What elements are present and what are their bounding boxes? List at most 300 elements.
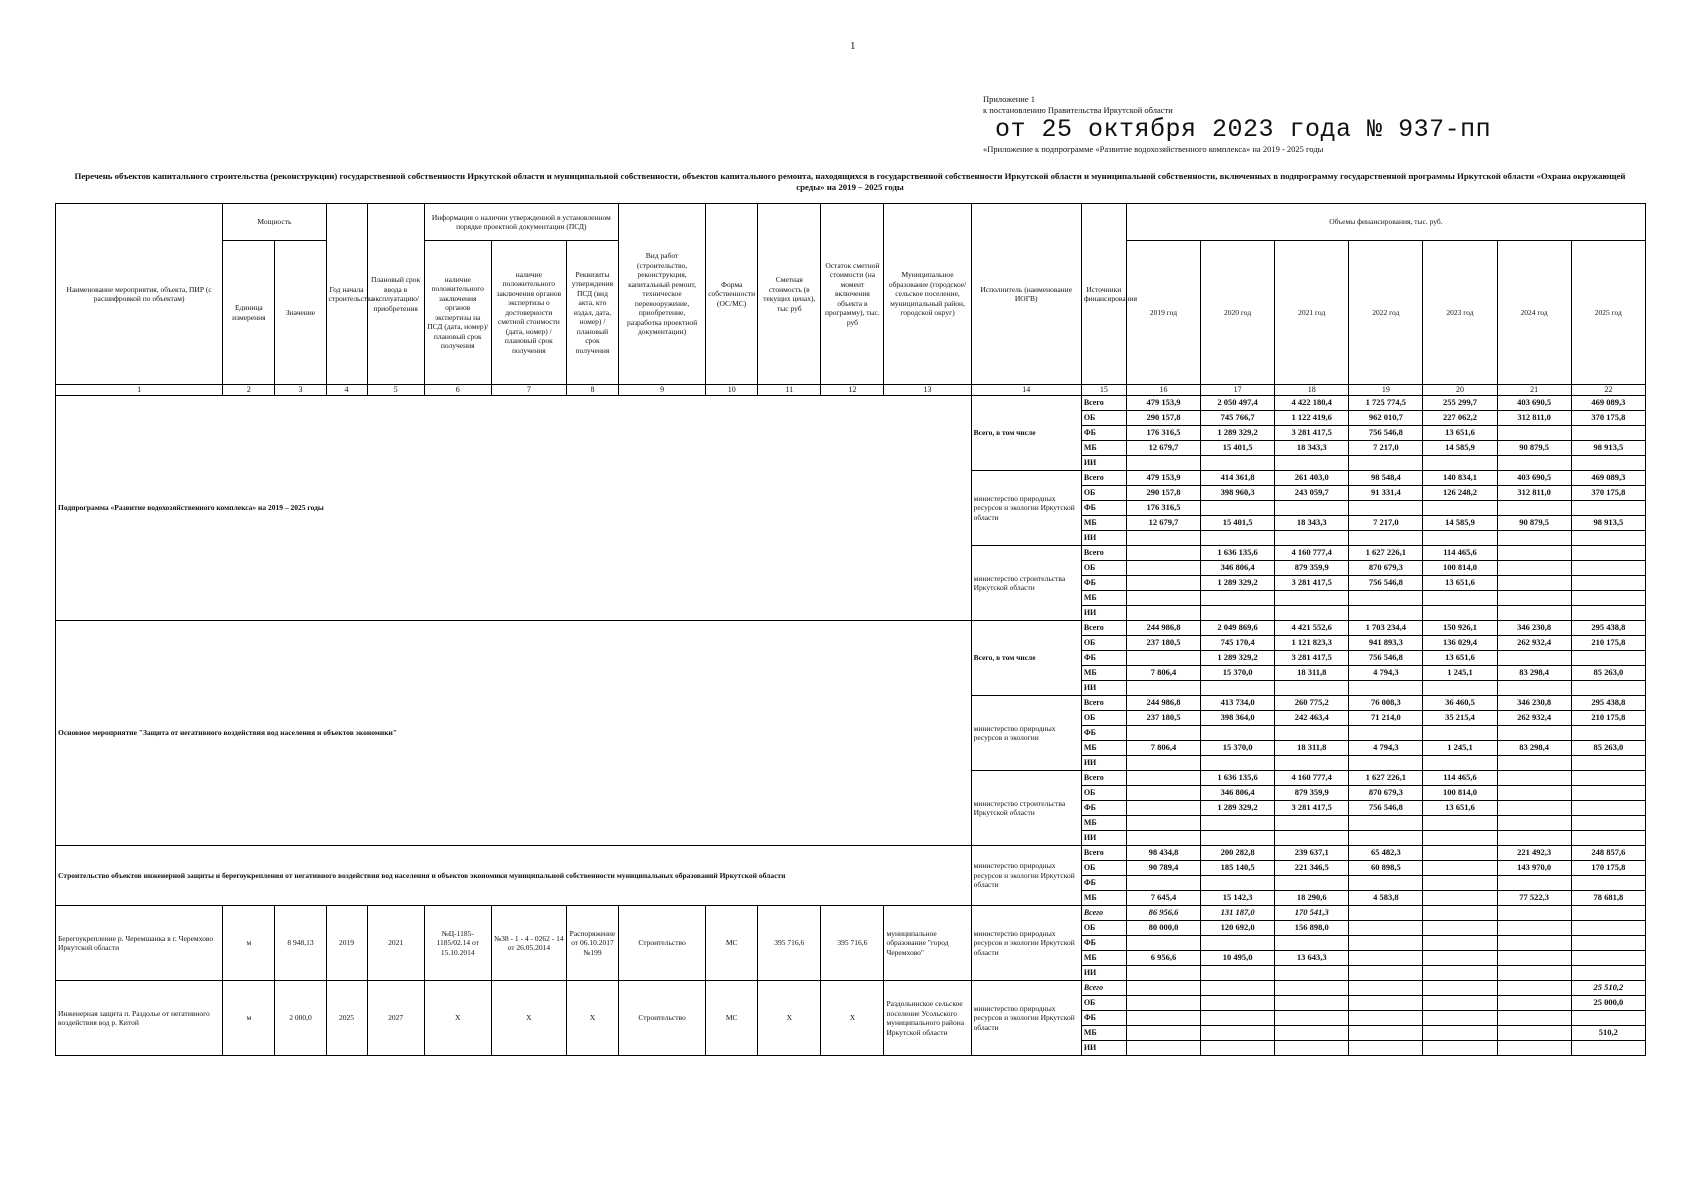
funding-value [1126,651,1200,666]
funding-value: 479 153,9 [1126,471,1200,486]
funding-value [1497,651,1571,666]
funding-value: 114 465,6 [1423,771,1497,786]
funding-value [1126,966,1200,981]
header-start-year: Год начала строительства [326,204,367,385]
funding-value [1423,456,1497,471]
header-year: 2025 год [1571,241,1645,385]
funding-value: 756 546,8 [1349,426,1423,441]
source-cell: МБ [1081,816,1126,831]
funding-value: 870 679,3 [1349,786,1423,801]
funding-value [1497,831,1571,846]
funding-value: 469 089,3 [1571,471,1645,486]
funding-value: 370 175,8 [1571,486,1645,501]
object-cost: 395 716,6 [758,906,821,981]
source-cell: Всего [1081,471,1126,486]
funding-value: 290 157,8 [1126,411,1200,426]
funding-value [1349,1026,1423,1041]
funding-value [1126,876,1200,891]
table-row [56,396,1646,411]
funding-value [1423,996,1497,1011]
funding-value [1497,1041,1571,1056]
funding-value [1349,936,1423,951]
funding-value: 14 585,9 [1423,516,1497,531]
funding-value: 100 814,0 [1423,786,1497,801]
funding-value: 90 879,5 [1497,516,1571,531]
funding-value [1275,966,1349,981]
header-year: 2024 год [1497,241,1571,385]
funding-value: 262 932,4 [1497,711,1571,726]
object-unit: м [223,981,275,1056]
funding-value: 469 089,3 [1571,396,1645,411]
executor-cell: министерство строительства Иркутской области [971,771,1081,846]
source-cell: ОБ [1081,711,1126,726]
funding-value: 76 008,3 [1349,696,1423,711]
header-estimated-cost: Сметная стоимость (в текущих ценах), тыс руб [758,204,821,385]
funding-value [1571,531,1645,546]
object-ownership: МС [706,981,758,1056]
funding-value [1497,981,1571,996]
funding-value: 346 806,4 [1201,786,1275,801]
object-municipality: Раздольинское сельское поселение Усольского муниципального района Иркутской области [884,981,971,1056]
object-expertise: Х [424,981,491,1056]
column-number: 7 [491,385,566,396]
funding-value: 4 794,3 [1349,666,1423,681]
funding-value: 879 359,9 [1275,561,1349,576]
column-number: 19 [1349,385,1423,396]
funding-value [1349,456,1423,471]
funding-value [1126,531,1200,546]
funding-value [1571,936,1645,951]
funding-value: 4 583,8 [1349,891,1423,906]
header-capacity: Мощность [223,204,326,241]
funding-value [1126,771,1200,786]
funding-value: 83 298,4 [1497,741,1571,756]
funding-value: 18 311,8 [1275,741,1349,756]
funding-value: 346 230,8 [1497,696,1571,711]
funding-value: 25 510,2 [1571,981,1645,996]
table-row [56,906,1646,921]
object-cost-expertise: Х [491,981,566,1056]
funding-value [1423,756,1497,771]
source-cell: МБ [1081,516,1126,531]
funding-value: 35 215,4 [1423,711,1497,726]
funding-value [1275,831,1349,846]
funding-value [1423,951,1497,966]
object-approval: Х [566,981,618,1056]
funding-value: 98 913,5 [1571,516,1645,531]
funding-value: 879 359,9 [1275,786,1349,801]
funding-value [1423,861,1497,876]
object-start-year: 2025 [326,981,367,1056]
funding-value [1571,756,1645,771]
object-planned-term: 2027 [367,981,424,1056]
funding-value: 312 811,0 [1497,486,1571,501]
source-cell: ФБ [1081,936,1126,951]
funding-value [1497,501,1571,516]
funding-value [1349,681,1423,696]
object-name: Инженерная защита п. Раздолье от негативного воздействия вод р. Китой [56,981,223,1056]
object-ownership: МС [706,906,758,981]
funding-value: 71 214,0 [1349,711,1423,726]
funding-value [1201,1011,1275,1026]
funding-value [1497,681,1571,696]
funding-value [1126,726,1200,741]
appendix-line-3: «Приложение к подпрограмме «Развитие водохозяйственного комплекса» на 2019 - 2025 годы [983,144,1324,154]
funding-value [1201,936,1275,951]
header-planned-term: Плановый срок ввода в эксплуатацию/приобретения [367,204,424,385]
funding-value [1571,456,1645,471]
column-number: 3 [275,385,326,396]
funding-value: 6 956,6 [1126,951,1200,966]
funding-value: 98 548,4 [1349,471,1423,486]
funding-value [1126,801,1200,816]
source-cell: Всего [1081,981,1126,996]
funding-value [1126,996,1200,1011]
funding-value [1423,1041,1497,1056]
funding-value [1126,546,1200,561]
funding-value: 13 651,6 [1423,651,1497,666]
funding-value [1497,1011,1571,1026]
source-cell: ФБ [1081,876,1126,891]
source-cell: ФБ [1081,651,1126,666]
funding-value: 1 122 419,6 [1275,411,1349,426]
object-municipality: муниципальное образование "город Черемхово" [884,906,971,981]
object-value: 2 000,0 [275,981,326,1056]
source-cell: ОБ [1081,636,1126,651]
funding-value [1571,906,1645,921]
funding-value [1423,606,1497,621]
column-number: 18 [1275,385,1349,396]
funding-value [1349,1041,1423,1056]
funding-value [1349,876,1423,891]
funding-value [1349,906,1423,921]
object-cost: Х [758,981,821,1056]
funding-value [1349,831,1423,846]
funding-value [1497,456,1571,471]
funding-value: 7 217,0 [1349,441,1423,456]
funding-value: 80 000,0 [1126,921,1200,936]
funding-value: 170 541,3 [1275,906,1349,921]
column-number: 16 [1126,385,1200,396]
funding-value [1571,771,1645,786]
funding-value [1571,876,1645,891]
funding-value [1349,921,1423,936]
funding-value [1423,921,1497,936]
table-row [56,981,1646,996]
funding-value: 77 522,3 [1497,891,1571,906]
funding-value: 870 679,3 [1349,561,1423,576]
funding-value: 239 637,1 [1275,846,1349,861]
funding-value [1571,816,1645,831]
funding-value [1349,726,1423,741]
funding-value: 170 175,8 [1571,861,1645,876]
funding-value: 114 465,6 [1423,546,1497,561]
funding-value: 237 180,5 [1126,711,1200,726]
funding-value [1571,831,1645,846]
funding-value [1423,966,1497,981]
header-psd-approval: Реквизиты утверждения ПСД (вид акта, кто издал, дата, номер) / плановый срок получения [566,241,618,385]
column-number: 14 [971,385,1081,396]
funding-value [1423,1026,1497,1041]
column-number: 2 [223,385,275,396]
header-funding: Объемы финансирования, тыс. руб. [1126,204,1645,241]
column-number: 9 [618,385,705,396]
funding-value [1126,756,1200,771]
source-cell: ИИ [1081,1041,1126,1056]
funding-value [1497,801,1571,816]
funding-value: 403 690,5 [1497,471,1571,486]
funding-value: 3 281 417,5 [1275,651,1349,666]
funding-value: 756 546,8 [1349,576,1423,591]
funding-value: 510,2 [1571,1026,1645,1041]
appendix-line-2: к постановлению Правительства Иркутской области [983,105,1173,115]
table-row [56,621,1646,636]
source-cell: ФБ [1081,501,1126,516]
funding-value: 131 187,0 [1201,906,1275,921]
column-number: 6 [424,385,491,396]
funding-value [1201,1026,1275,1041]
object-approval: Распоряжение от 06.10.2017 №199 [566,906,618,981]
funding-value [1571,501,1645,516]
funding-value [1201,681,1275,696]
funding-value: 7 806,4 [1126,666,1200,681]
funding-value [1275,996,1349,1011]
funding-value [1497,876,1571,891]
funding-table [55,203,1646,1056]
funding-value: 60 898,5 [1349,861,1423,876]
funding-value [1349,966,1423,981]
funding-value [1275,456,1349,471]
funding-value: 18 311,8 [1275,666,1349,681]
source-cell: ИИ [1081,606,1126,621]
funding-value: 756 546,8 [1349,801,1423,816]
funding-value [1201,966,1275,981]
funding-value: 962 010,7 [1349,411,1423,426]
executor-cell: Всего, в том числе [971,396,1081,471]
funding-value: 12 679,7 [1126,516,1200,531]
funding-value [1497,786,1571,801]
funding-value: 15 370,0 [1201,666,1275,681]
funding-value: 85 263,0 [1571,666,1645,681]
funding-value [1497,546,1571,561]
section-title: Строительство объектов инженерной защиты и берегоукрепления от негативного воздействия вод населения и объектов экономики муниципальной собственности муниципальных образований Иркутской области [56,846,972,906]
object-planned-term: 2021 [367,906,424,981]
column-number: 4 [326,385,367,396]
funding-value [1571,576,1645,591]
funding-value [1423,816,1497,831]
funding-value: 120 692,0 [1201,921,1275,936]
funding-value: 36 460,5 [1423,696,1497,711]
header-year: 2022 год [1349,241,1423,385]
funding-value: 1 245,1 [1423,666,1497,681]
source-cell: МБ [1081,891,1126,906]
funding-value [1497,816,1571,831]
funding-value [1571,726,1645,741]
funding-value: 90 879,5 [1497,441,1571,456]
funding-value [1201,981,1275,996]
funding-value: 3 281 417,5 [1275,426,1349,441]
funding-value: 237 180,5 [1126,636,1200,651]
funding-value: 370 175,8 [1571,411,1645,426]
funding-value [1201,591,1275,606]
funding-value: 156 898,0 [1275,921,1349,936]
funding-value: 1 289 329,2 [1201,426,1275,441]
funding-value: 4 160 777,4 [1275,771,1349,786]
funding-value: 4 422 180,4 [1275,396,1349,411]
funding-value: 7 806,4 [1126,741,1200,756]
funding-value [1423,726,1497,741]
object-unit: м [223,906,275,981]
source-cell: Всего [1081,396,1126,411]
source-cell: ОБ [1081,921,1126,936]
funding-value [1126,606,1200,621]
funding-value [1349,1011,1423,1026]
funding-value [1275,606,1349,621]
funding-value [1126,456,1200,471]
funding-value [1126,1026,1200,1041]
funding-value: 86 956,6 [1126,906,1200,921]
source-cell: ИИ [1081,681,1126,696]
header-sources: Источники финансирования [1081,204,1126,385]
funding-value [1275,816,1349,831]
funding-value [1423,981,1497,996]
funding-value: 15 142,3 [1201,891,1275,906]
funding-value [1201,606,1275,621]
funding-value [1497,591,1571,606]
funding-value [1497,1026,1571,1041]
source-cell: ФБ [1081,801,1126,816]
funding-value: 7 217,0 [1349,516,1423,531]
header-row [56,204,1646,241]
funding-value [1275,981,1349,996]
object-expertise: №Ц-1185-1185/02.14 от 15.10.2014 [424,906,491,981]
funding-value [1349,756,1423,771]
funding-value: 143 970,0 [1497,861,1571,876]
funding-value [1275,681,1349,696]
source-cell: МБ [1081,1026,1126,1041]
funding-value: 221 346,5 [1275,861,1349,876]
executor-cell: министерство строительства Иркутской области [971,546,1081,621]
funding-value [1349,981,1423,996]
funding-value [1349,816,1423,831]
funding-value [1126,816,1200,831]
appendix-header [983,94,1173,116]
source-cell: ФБ [1081,576,1126,591]
column-number: 1 [56,385,223,396]
funding-value [1497,921,1571,936]
funding-value: 243 059,7 [1275,486,1349,501]
funding-value: 90 789,4 [1126,861,1200,876]
source-cell: ОБ [1081,786,1126,801]
object-remainder: Х [821,981,884,1056]
funding-value: 3 281 417,5 [1275,576,1349,591]
funding-value [1126,1011,1200,1026]
funding-value: 221 492,3 [1497,846,1571,861]
funding-value [1275,1026,1349,1041]
funding-value [1201,816,1275,831]
funding-value [1423,831,1497,846]
header-ownership: Форма собственности (ОС/МС) [706,204,758,385]
funding-value [1571,606,1645,621]
funding-value: 312 811,0 [1497,411,1571,426]
header-year: 2021 год [1275,241,1349,385]
funding-value [1349,531,1423,546]
funding-value [1497,996,1571,1011]
section-title: Подпрограмма «Развитие водохозяйственного комплекса» на 2019 – 2025 годы [56,396,972,621]
funding-value [1497,576,1571,591]
column-number: 10 [706,385,758,396]
section-title: Основное мероприятие "Защита от негативного воздействия вод населения и объектов экономики" [56,621,972,846]
funding-value [1201,996,1275,1011]
funding-value [1201,726,1275,741]
funding-value [1423,891,1497,906]
funding-value [1423,936,1497,951]
funding-value: 242 463,4 [1275,711,1349,726]
funding-value: 150 926,1 [1423,621,1497,636]
header-executor: Исполнитель (наименование ИОГВ) [971,204,1081,385]
funding-value: 85 263,0 [1571,741,1645,756]
funding-value [1201,501,1275,516]
source-cell: ИИ [1081,531,1126,546]
funding-value [1201,456,1275,471]
funding-value: 1 289 329,2 [1201,651,1275,666]
source-cell: Всего [1081,846,1126,861]
source-cell: МБ [1081,441,1126,456]
source-cell: ФБ [1081,726,1126,741]
funding-value [1497,561,1571,576]
funding-value [1571,786,1645,801]
object-cost-expertise: №38 - 1 - 4 - 0262 - 14 от 26.05.2014 [491,906,566,981]
object-work-type: Строительство [618,981,705,1056]
funding-value [1423,876,1497,891]
funding-value: 2 049 869,6 [1201,621,1275,636]
source-cell: ИИ [1081,456,1126,471]
funding-value: 260 775,2 [1275,696,1349,711]
funding-value [1571,591,1645,606]
funding-value [1497,726,1571,741]
funding-value [1497,906,1571,921]
document-title: Перечень объектов капитального строительства (реконструкции) государственной собственности Иркутской области и муниципальной собственности, объектов капитального ремонта, находящихся в государственной собственности Иркутской области и муниципальной собственности, включенных в подпрограмму государственной программы Иркутской области «Охрана окружающей среды» на 2019 – 2025 годы [74,171,1626,192]
funding-value: 262 932,4 [1497,636,1571,651]
funding-value: 1 703 234,4 [1349,621,1423,636]
header-year: 2020 год [1201,241,1275,385]
funding-value [1349,501,1423,516]
funding-value: 295 438,8 [1571,621,1645,636]
funding-value: 98 434,8 [1126,846,1200,861]
source-cell: МБ [1081,951,1126,966]
funding-value [1201,531,1275,546]
funding-value: 98 913,5 [1571,441,1645,456]
funding-value [1497,756,1571,771]
source-cell: ОБ [1081,861,1126,876]
funding-value [1126,786,1200,801]
funding-value: 176 316,5 [1126,501,1200,516]
funding-value [1423,501,1497,516]
funding-value: 346 806,4 [1201,561,1275,576]
funding-value [1349,996,1423,1011]
column-number: 22 [1571,385,1645,396]
funding-value: 479 153,9 [1126,396,1200,411]
funding-value: 18 290,6 [1275,891,1349,906]
source-cell: ОБ [1081,486,1126,501]
source-cell: ФБ [1081,1011,1126,1026]
funding-value: 15 401,5 [1201,516,1275,531]
source-cell: ОБ [1081,996,1126,1011]
funding-value [1201,1041,1275,1056]
funding-value [1275,756,1349,771]
column-number: 8 [566,385,618,396]
funding-value [1497,426,1571,441]
